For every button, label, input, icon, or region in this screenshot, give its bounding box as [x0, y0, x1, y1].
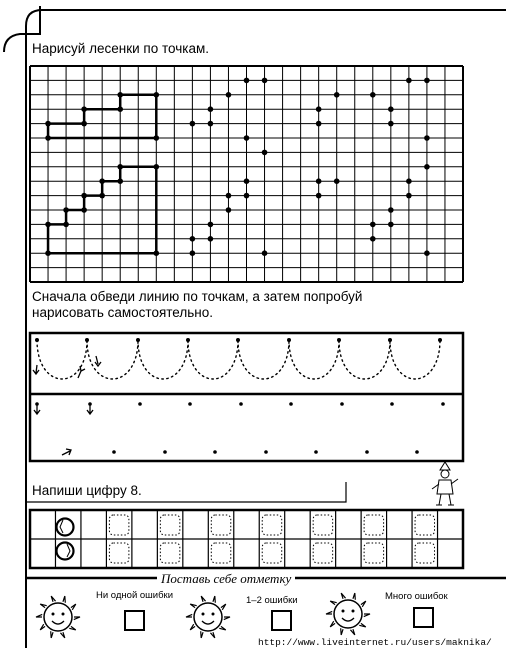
sun-icon [186, 596, 230, 638]
grid-dot [208, 121, 214, 127]
grid-dot [190, 121, 196, 127]
ladder-dot [153, 164, 159, 170]
grid-dot [244, 178, 250, 184]
rating-checkbox-few-errors[interactable] [271, 610, 292, 631]
doll-figure-icon [432, 462, 458, 505]
digit-guide-top [364, 515, 383, 535]
digit-guide-top [262, 515, 281, 535]
task2-instruction-line1: Сначала обведи линию по точкам, а затем попробуй [32, 289, 363, 304]
tracing-box [30, 333, 463, 461]
ladder-dot [45, 250, 51, 256]
task1-instruction: Нарисуй лесенки по точкам. [32, 41, 209, 56]
rating-label-few-errors: 1–2 ошибки [246, 595, 298, 606]
grid-dot [244, 135, 250, 141]
grid-dot [226, 92, 232, 98]
digit-guide-bottom [364, 543, 383, 563]
trace-dot [390, 402, 394, 406]
grid-dot [406, 193, 412, 199]
ladder-dot [81, 193, 87, 199]
sun-icon [326, 593, 370, 635]
dotted-arch [238, 340, 289, 379]
digit-guide-top [160, 515, 179, 535]
ladder-dot [63, 207, 69, 213]
ladder-dot [99, 178, 105, 184]
dotted-arch [339, 340, 390, 379]
ladder-dot [117, 92, 123, 98]
arch-dot [287, 338, 291, 342]
ladder-dot [99, 193, 105, 199]
grid-dot [316, 193, 322, 199]
trace-dot [264, 450, 268, 454]
ladder-dot [81, 106, 87, 112]
grid-dot [262, 250, 268, 256]
ladder-dot [117, 178, 123, 184]
dot-grid [30, 66, 463, 282]
page-frame [26, 10, 506, 648]
ladder-dot [153, 135, 159, 141]
grid-dot [370, 236, 376, 242]
grid-dot [244, 193, 250, 199]
trace-dot [441, 402, 445, 406]
arch-dot [438, 338, 442, 342]
digit-guide-bottom [262, 543, 281, 563]
digit-guide-top [313, 515, 332, 535]
grid-dot [388, 121, 394, 127]
digit-guide-top [415, 515, 434, 535]
grid-dot [424, 164, 430, 170]
ladder-dot [117, 164, 123, 170]
arch-dot [136, 338, 140, 342]
trace-dot [188, 402, 192, 406]
trace-dot [314, 450, 318, 454]
ladder-dot [81, 121, 87, 127]
grid-dot [406, 78, 412, 84]
sun-icon [36, 596, 80, 638]
rating-label-no-errors: Ни одной ошибки [96, 590, 174, 601]
digit-guide-top [211, 515, 230, 535]
dotted-arch [87, 340, 138, 379]
arch-dot [388, 338, 392, 342]
grid-dot [424, 250, 430, 256]
grid-dot [208, 222, 214, 228]
rating-checkbox-many-errors[interactable] [413, 607, 434, 628]
digit-guide-bottom [109, 543, 128, 563]
ladder-dot [45, 222, 51, 228]
trace-dot [340, 402, 344, 406]
task3-instruction: Напиши цифру 8. [32, 483, 142, 498]
digit-guide-top [109, 515, 128, 535]
trace-dot [239, 402, 243, 406]
ladder-dot [117, 106, 123, 112]
rating-title: Поставь себе отметку [157, 571, 295, 587]
arch-dot [35, 338, 39, 342]
grid-dot [316, 106, 322, 112]
grid-dot [424, 135, 430, 141]
grid-dot [334, 92, 340, 98]
ladder-dot [153, 92, 159, 98]
rating-label-many-errors: Много ошибок [385, 591, 448, 602]
grid-dot [370, 222, 376, 228]
ladder-dot [45, 135, 51, 141]
grid-dot [208, 236, 214, 242]
grid-dot [226, 207, 232, 213]
grid-dot [208, 106, 214, 112]
grid-dot [190, 236, 196, 242]
watermark-url: http://www.liveinternet.ru/users/maknika/ [258, 637, 492, 648]
grid-dot [316, 121, 322, 127]
dotted-arch [138, 340, 188, 379]
grid-dot [370, 92, 376, 98]
arch-dot [186, 338, 190, 342]
grid-dot [388, 222, 394, 228]
grid-dot [388, 106, 394, 112]
trace-dot [365, 450, 369, 454]
grid-dot [226, 193, 232, 199]
arch-dot [85, 338, 89, 342]
trace-dot [289, 402, 293, 406]
arch-dot [337, 338, 341, 342]
arch-dot [236, 338, 240, 342]
trace-dot [213, 450, 217, 454]
trace-dot [415, 450, 419, 454]
grid-dot [262, 78, 268, 84]
digit-guide-bottom [211, 543, 230, 563]
grid-dot [388, 207, 394, 213]
grid-dot [334, 178, 340, 184]
digit-guide-bottom [160, 543, 179, 563]
trace-dot [112, 450, 116, 454]
ladder-dot [81, 207, 87, 213]
grid-dot [424, 78, 430, 84]
dotted-arch [390, 340, 440, 379]
sun-icons [36, 593, 370, 638]
digit-guide-bottom [313, 543, 332, 563]
grid-dot [406, 178, 412, 184]
ladder-dot [45, 121, 51, 127]
rating-checkbox-no-errors[interactable] [124, 610, 145, 631]
grid-dot [316, 178, 322, 184]
ladder-dot [63, 222, 69, 228]
trace-dot [138, 402, 142, 406]
tracing-dots [35, 402, 445, 454]
grid-dot [190, 250, 196, 256]
ladder-dot [153, 250, 159, 256]
task2-instruction-line2: нарисовать самостоятельно. [32, 305, 213, 320]
trace-dot [163, 450, 167, 454]
grid-dot [244, 78, 250, 84]
grid-dot [262, 150, 268, 156]
dotted-arch [188, 340, 238, 379]
digit-guide-bottom [415, 543, 434, 563]
dotted-arch [289, 340, 339, 379]
